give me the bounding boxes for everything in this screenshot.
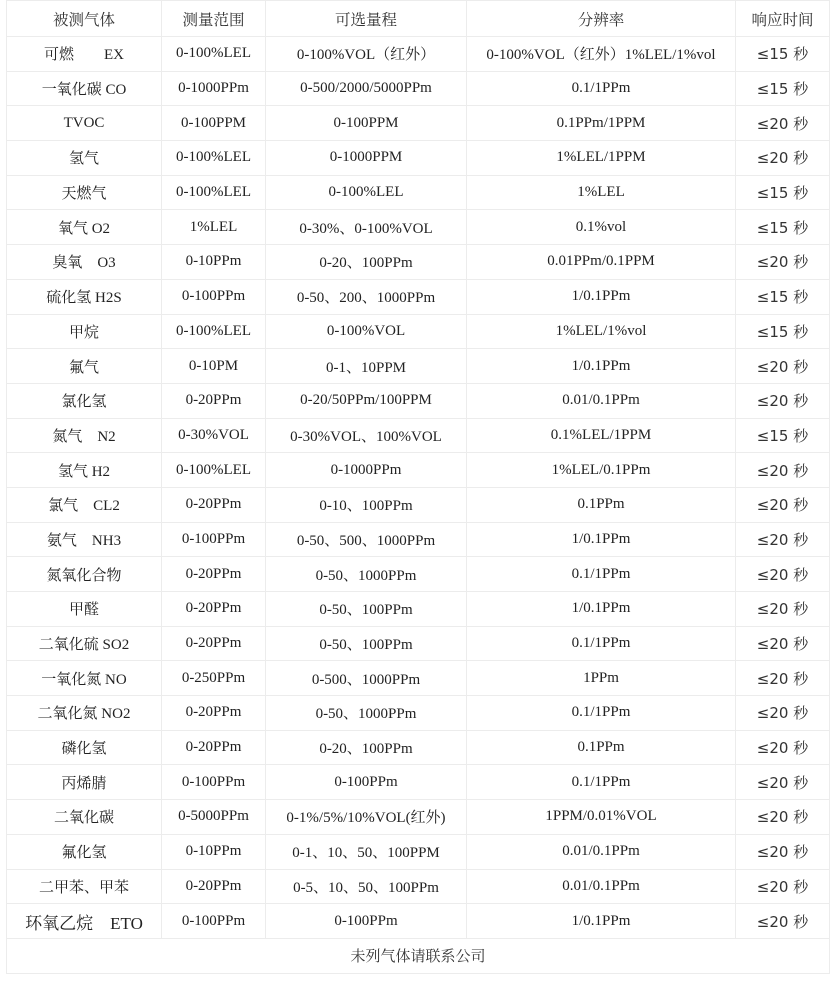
options-cell: 0-1、10、50、100PPM [266, 834, 467, 869]
options-cell: 0-20/50PPm/100PPM [266, 383, 467, 418]
gas-name-cell: TVOC [7, 106, 162, 141]
response-time-cell: ≤20 秒 [736, 592, 830, 627]
response-time-cell: ≤15 秒 [736, 279, 830, 314]
options-cell: 0-100%LEL [266, 175, 467, 210]
range-cell: 0-20PPm [162, 730, 266, 765]
gas-name-cell: 氯化氢 [7, 383, 162, 418]
table-row [7, 314, 830, 349]
resolution-cell: 1PPM/0.01%VOL [467, 800, 736, 835]
table-row [7, 279, 830, 314]
resolution-cell: 0.1/1PPm [467, 557, 736, 592]
response-time-cell: ≤20 秒 [736, 349, 830, 384]
options-cell: 0-5、10、50、100PPm [266, 869, 467, 904]
gas-name-cell: 氟化氢 [7, 834, 162, 869]
options-cell: 0-100PPm [266, 765, 467, 800]
table-row [7, 175, 830, 210]
resolution-cell: 0.1/1PPm [467, 71, 736, 106]
options-cell: 0-50、100PPm [266, 626, 467, 661]
resolution-cell: 1/0.1PPm [467, 279, 736, 314]
table-row [7, 765, 830, 800]
options-cell: 0-50、100PPm [266, 592, 467, 627]
resolution-cell: 1%LEL [467, 175, 736, 210]
gas-name-cell: 氮氧化合物 [7, 557, 162, 592]
range-cell: 0-100%LEL [162, 453, 266, 488]
resolution-cell: 0.1%vol [467, 210, 736, 245]
response-time-cell: ≤20 秒 [736, 800, 830, 835]
table-row [7, 696, 830, 731]
gas-name-cell: 丙烯腈 [7, 765, 162, 800]
options-cell: 0-1%/5%/10%VOL(红外) [266, 800, 467, 835]
options-cell: 0-100PPM [266, 106, 467, 141]
table-row [7, 522, 830, 557]
table-row [7, 800, 830, 835]
gas-name-cell: 二氧化硫 SO2 [7, 626, 162, 661]
gas-name-cell: 一氧化氮 NO [7, 661, 162, 696]
response-time-cell: ≤20 秒 [736, 522, 830, 557]
table-header-row [7, 1, 830, 37]
response-time-cell: ≤20 秒 [736, 106, 830, 141]
gas-name-cell: 氨气 NH3 [7, 522, 162, 557]
response-time-cell: ≤20 秒 [736, 487, 830, 522]
table-row [7, 106, 830, 141]
gas-name-cell: 环氧乙烷 ETO [7, 904, 162, 939]
resolution-cell: 0.01PPm/0.1PPM [467, 245, 736, 280]
options-cell: 0-20、100PPm [266, 245, 467, 280]
resolution-cell: 0.01/0.1PPm [467, 869, 736, 904]
resolution-cell: 0.1/1PPm [467, 626, 736, 661]
range-cell: 1%LEL [162, 210, 266, 245]
table-row [7, 453, 830, 488]
gas-name-cell: 二氧化氮 NO2 [7, 696, 162, 731]
resolution-cell: 1/0.1PPm [467, 904, 736, 939]
table-row [7, 71, 830, 106]
range-cell: 0-100%LEL [162, 37, 266, 72]
resolution-cell: 0.1PPm [467, 487, 736, 522]
response-time-cell: ≤20 秒 [736, 383, 830, 418]
range-cell: 0-100PPm [162, 765, 266, 800]
footer-note: 未列气体请联系公司 [7, 938, 830, 973]
options-cell: 0-500/2000/5000PPm [266, 71, 467, 106]
table-row [7, 245, 830, 280]
table-row [7, 661, 830, 696]
response-time-cell: ≤15 秒 [736, 175, 830, 210]
range-cell: 0-250PPm [162, 661, 266, 696]
range-cell: 0-100%LEL [162, 175, 266, 210]
response-time-cell: ≤20 秒 [736, 453, 830, 488]
table-row [7, 557, 830, 592]
response-time-cell: ≤20 秒 [736, 904, 830, 939]
range-cell: 0-20PPm [162, 557, 266, 592]
gas-spec-table [6, 0, 830, 974]
response-time-cell: ≤20 秒 [736, 765, 830, 800]
header-range: 测量范围 [162, 1, 266, 37]
gas-name-cell: 磷化氢 [7, 730, 162, 765]
range-cell: 0-100PPM [162, 106, 266, 141]
resolution-cell: 0.1/1PPm [467, 765, 736, 800]
response-time-cell: ≤15 秒 [736, 418, 830, 453]
options-cell: 0-100PPm [266, 904, 467, 939]
range-cell: 0-1000PPm [162, 71, 266, 106]
gas-name-cell: 臭氧 O3 [7, 245, 162, 280]
gas-name-cell: 天燃气 [7, 175, 162, 210]
response-time-cell: ≤20 秒 [736, 834, 830, 869]
options-cell: 0-20、100PPm [266, 730, 467, 765]
gas-name-cell: 氢气 H2 [7, 453, 162, 488]
response-time-cell: ≤15 秒 [736, 71, 830, 106]
resolution-cell: 0-100%VOL（红外）1%LEL/1%vol [467, 37, 736, 72]
range-cell: 0-20PPm [162, 869, 266, 904]
range-cell: 0-30%VOL [162, 418, 266, 453]
range-cell: 0-20PPm [162, 592, 266, 627]
table-body [7, 37, 830, 939]
resolution-cell: 1/0.1PPm [467, 592, 736, 627]
response-time-cell: ≤15 秒 [736, 314, 830, 349]
range-cell: 0-20PPm [162, 487, 266, 522]
table-row [7, 37, 830, 72]
response-time-cell: ≤15 秒 [736, 210, 830, 245]
resolution-cell: 0.1PPm/1PPM [467, 106, 736, 141]
gas-name-cell: 二甲苯、甲苯 [7, 869, 162, 904]
table-row [7, 349, 830, 384]
header-resolution: 分辨率 [467, 1, 736, 37]
table-row [7, 869, 830, 904]
response-time-cell: ≤20 秒 [736, 245, 830, 280]
range-cell: 0-100%LEL [162, 314, 266, 349]
table-footer-row [7, 938, 830, 973]
gas-name-cell: 氟气 [7, 349, 162, 384]
table-row [7, 383, 830, 418]
options-cell: 0-1000PPM [266, 141, 467, 176]
gas-name-cell: 氮气 N2 [7, 418, 162, 453]
resolution-cell: 0.1%LEL/1PPM [467, 418, 736, 453]
range-cell: 0-100PPm [162, 522, 266, 557]
table-row [7, 730, 830, 765]
resolution-cell: 1%LEL/0.1PPm [467, 453, 736, 488]
options-cell: 0-1、10PPM [266, 349, 467, 384]
options-cell: 0-30%、0-100%VOL [266, 210, 467, 245]
resolution-cell: 1%LEL/1PPM [467, 141, 736, 176]
gas-name-cell: 可燃 EX [7, 37, 162, 72]
response-time-cell: ≤20 秒 [736, 661, 830, 696]
table-row [7, 210, 830, 245]
resolution-cell: 0.01/0.1PPm [467, 834, 736, 869]
response-time-cell: ≤15 秒 [736, 37, 830, 72]
resolution-cell: 0.01/0.1PPm [467, 383, 736, 418]
options-cell: 0-50、200、1000PPm [266, 279, 467, 314]
resolution-cell: 1%LEL/1%vol [467, 314, 736, 349]
gas-name-cell: 二氧化碳 [7, 800, 162, 835]
gas-name-cell: 甲烷 [7, 314, 162, 349]
resolution-cell: 1/0.1PPm [467, 349, 736, 384]
gas-name-cell: 氧气 O2 [7, 210, 162, 245]
options-cell: 0-50、1000PPm [266, 557, 467, 592]
header-response: 响应时间 [736, 1, 830, 37]
gas-name-cell: 硫化氢 H2S [7, 279, 162, 314]
gas-spec-table-container [6, 0, 829, 974]
response-time-cell: ≤20 秒 [736, 141, 830, 176]
gas-name-cell: 甲醛 [7, 592, 162, 627]
gas-name-cell: 氯气 CL2 [7, 487, 162, 522]
range-cell: 0-20PPm [162, 383, 266, 418]
table-row [7, 592, 830, 627]
table-row [7, 834, 830, 869]
response-time-cell: ≤20 秒 [736, 557, 830, 592]
response-time-cell: ≤20 秒 [736, 730, 830, 765]
options-cell: 0-100%VOL（红外） [266, 37, 467, 72]
gas-name-cell: 氢气 [7, 141, 162, 176]
options-cell: 0-500、1000PPm [266, 661, 467, 696]
range-cell: 0-5000PPm [162, 800, 266, 835]
response-time-cell: ≤20 秒 [736, 696, 830, 731]
options-cell: 0-50、1000PPm [266, 696, 467, 731]
range-cell: 0-100%LEL [162, 141, 266, 176]
options-cell: 0-100%VOL [266, 314, 467, 349]
options-cell: 0-1000PPm [266, 453, 467, 488]
resolution-cell: 0.1PPm [467, 730, 736, 765]
range-cell: 0-100PPm [162, 279, 266, 314]
gas-name-cell: 一氧化碳 CO [7, 71, 162, 106]
range-cell: 0-10PM [162, 349, 266, 384]
table-row [7, 487, 830, 522]
range-cell: 0-20PPm [162, 696, 266, 731]
options-cell: 0-30%VOL、100%VOL [266, 418, 467, 453]
table-row [7, 904, 830, 939]
options-cell: 0-50、500、1000PPm [266, 522, 467, 557]
resolution-cell: 0.1/1PPm [467, 696, 736, 731]
table-row [7, 418, 830, 453]
range-cell: 0-100PPm [162, 904, 266, 939]
range-cell: 0-10PPm [162, 245, 266, 280]
resolution-cell: 1PPm [467, 661, 736, 696]
header-gas: 被测气体 [7, 1, 162, 37]
options-cell: 0-10、100PPm [266, 487, 467, 522]
table-row [7, 141, 830, 176]
resolution-cell: 1/0.1PPm [467, 522, 736, 557]
table-row [7, 626, 830, 661]
response-time-cell: ≤20 秒 [736, 626, 830, 661]
response-time-cell: ≤20 秒 [736, 869, 830, 904]
range-cell: 0-10PPm [162, 834, 266, 869]
range-cell: 0-20PPm [162, 626, 266, 661]
header-options: 可选量程 [266, 1, 467, 37]
